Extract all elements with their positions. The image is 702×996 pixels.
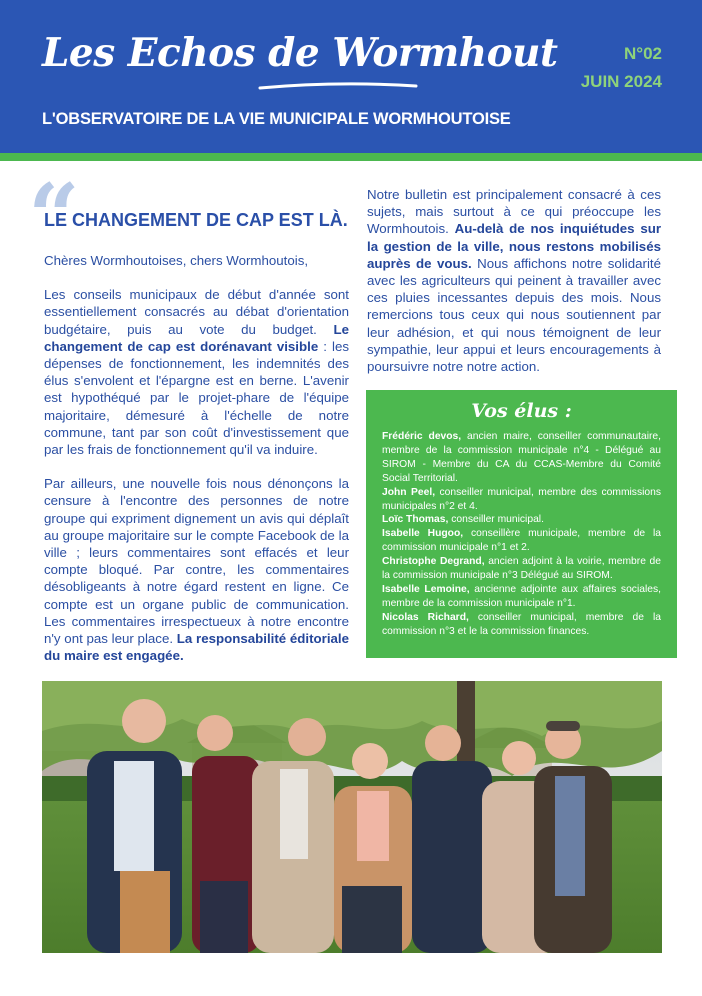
group-photo-illustration [42, 681, 662, 953]
official-entry [382, 583, 661, 611]
elected-officials-title: Vos élus : [471, 400, 572, 422]
header-green-stripe [0, 153, 702, 161]
elected-officials-list [382, 430, 661, 639]
official-entry [382, 527, 661, 555]
article-column-left [44, 252, 349, 681]
publication-subtitle: L'OBSERVATOIRE DE LA VIE MUNICIPALE WORMHOUTOISE [42, 110, 511, 128]
official-entry [382, 430, 661, 486]
paragraph-1-highlight: Le changement de cap est dorénavant visible [44, 321, 349, 354]
paragraph-3-text: Notre bulletin est principalement consacré à ces sujets, mais surtout à ce qui préoccupe les Wormhoutois. [367, 187, 661, 237]
paragraph-1-rest: : les dépenses de fonctionnement, les indemnités des élus s'envolent et l'épargne est en berne. L'avenir est hypothéqué par le projet-phare de l'équipe majoritaire, démesuré à l'échelle de notre commune, tant par son coût d'investissement que par les frais de fonctionnement qu'il va induire. [44, 338, 349, 458]
official-name: Isabelle Lemoine, [382, 583, 470, 595]
official-name: Christophe Degrand, [382, 556, 485, 568]
group-photo [42, 681, 662, 953]
official-name: Isabelle Hugoo, [382, 528, 464, 540]
official-role: ancien adjoint à la voirie, membre de la commission municipale n°3 Délégué au SIROM. [382, 556, 661, 582]
official-entry [382, 555, 661, 583]
official-name: Loïc Thomas, [382, 514, 449, 526]
official-role: conseillère municipale, membre de la commission municipale n°1 et 2. [382, 528, 661, 554]
official-name: Frédéric devos, [382, 431, 462, 442]
paragraph-1-text: Les conseils municipaux de début d'année sont essentiellement consacrés au débat d'orientation budgétaire, puis au vote du budget. [44, 287, 349, 337]
greeting: Chères Wormhoutoises, chers Wormhoutois, [44, 253, 309, 268]
masthead [0, 0, 702, 153]
paragraph-3-highlight: Au-delà de nos inquiétudes sur la gestion de la ville, nous restons mobilisés auprès de vous. [367, 221, 662, 271]
paragraph-2 [44, 475, 349, 664]
article-heading: LE CHANGEMENT DE CAP EST LÀ. [44, 210, 348, 230]
official-name: Nicolas Richard, [382, 611, 469, 623]
official-role: conseiller municipal, membre de la commission n°3 et le la commission finances. [382, 611, 661, 637]
issue-date: JUIN 2024 [580, 72, 662, 91]
official-role: conseiller municipal, membre des commissions municipales n°2 et 4. [382, 486, 661, 512]
title-underline-swash [258, 80, 418, 92]
official-role: ancienne adjointe aux affaires sociales, membre de la commission municipale n°1. [382, 583, 661, 609]
official-entry [382, 611, 661, 639]
paragraph-2-highlight: La responsabilité éditoriale du maire est engagée. [44, 631, 350, 664]
official-entry [382, 486, 661, 514]
official-entry [382, 513, 661, 527]
official-role: conseiller municipal. [448, 514, 544, 526]
paragraph-3-rest: Nous affichons notre solidarité avec les agriculteurs qui peinent à travailler avec ces pluies incessantes depuis des mois. Nous remercions tous ceux qui nous soutiennent par leur adhésion, et qui nous témoignent de leur sympathie, leur appui et leurs encouragements à poursuivre notre notre action. [367, 255, 661, 375]
paragraph-3 [367, 186, 661, 375]
article-column-right [367, 186, 661, 375]
issue-number: N°02 [624, 44, 662, 63]
official-role: ancien maire, conseiller communautaire, membre de la commission municipale n°4 - Délégué au SIROM - Membre du CA du CCAS-Membre du Comité Social Territorial. [382, 431, 661, 484]
paragraph-1 [44, 286, 349, 458]
elected-officials-box [366, 390, 677, 658]
publication-title: Les Echos de Wormhout [42, 30, 558, 76]
quote-icon: “ [28, 164, 80, 270]
official-name: John Peel, [382, 486, 436, 498]
paragraph-2-text: Par ailleurs, une nouvelle fois nous dénonçons la censure à l'encontre des personnes de notre groupe qui expriment dignement un avis qui déplaît au groupe majoritaire sur le compte Facebook de la ville ; leurs commentaires sont effacés et leur compte bloqué. Par contre, les commentaires désobligeants à notre égard restent en ligne. Ce compte est un organe public de communication. Les commentaires irrespectueux à notre encontre n'y ont pas leur place. [44, 476, 349, 647]
